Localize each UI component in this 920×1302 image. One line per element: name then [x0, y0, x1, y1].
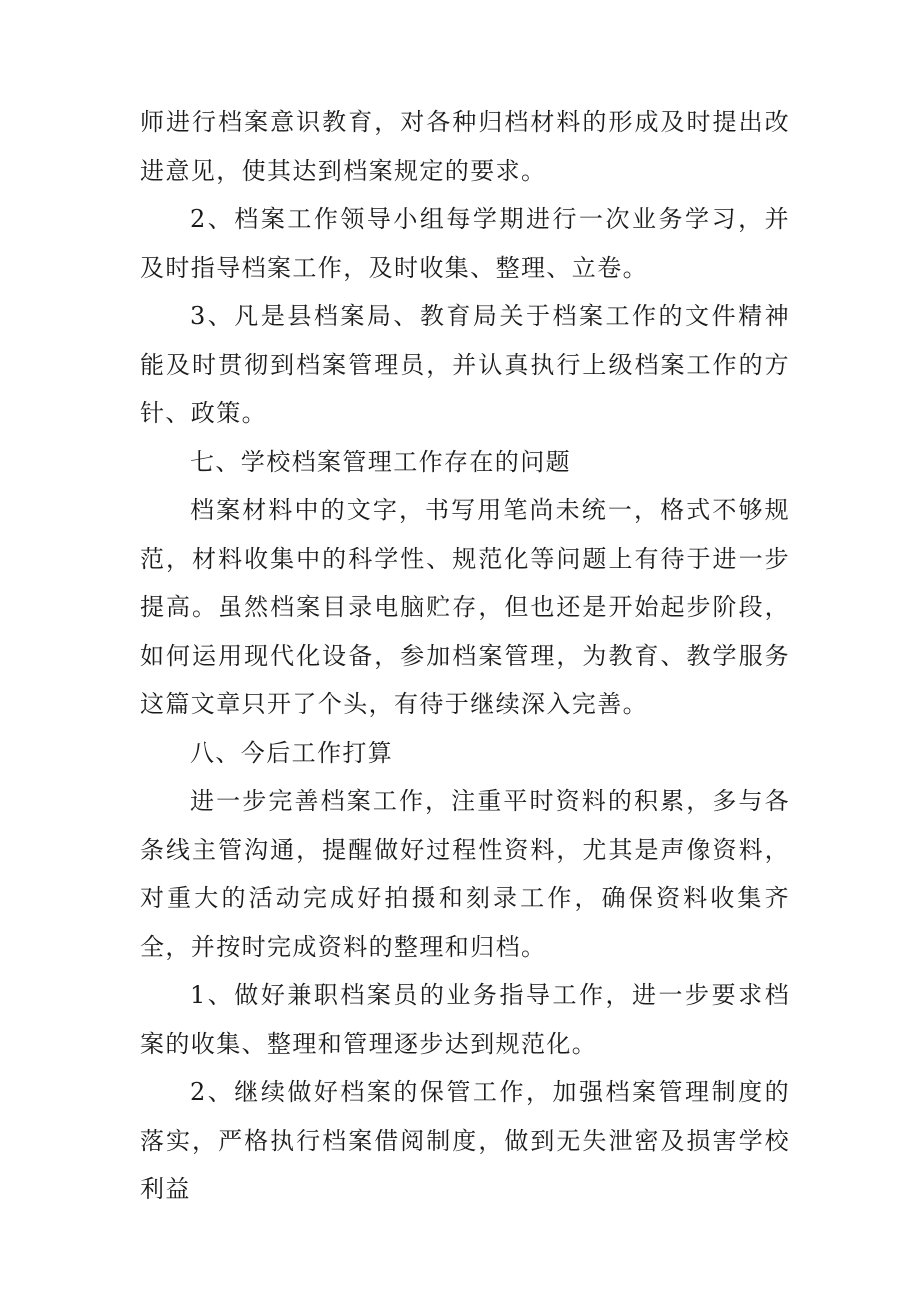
- paragraph-plan-item-1: 1、做好兼职档案员的业务指导工作，进一步要求档案的收集、整理和管理逐步达到规范化。: [140, 981, 790, 1058]
- paragraph-item-2: 2、档案工作领导小组每学期进行一次业务学习，并及时指导档案工作，及时收集、整理、立卷。: [140, 205, 790, 282]
- paragraph-continuation: 师进行档案意识教育，对各种归档材料的形成及时提出改进意见，使其达到档案规定的要求。: [140, 108, 790, 185]
- paragraph-item-3: 3、凡是县档案局、教育局关于档案工作的文件精神能及时贯彻到档案管理员，并认真执行上级档案工作的方针、政策。: [140, 302, 790, 427]
- document-body: [140, 98, 790, 1214]
- section-heading-problems: 七、学校档案管理工作存在的问题: [190, 447, 571, 476]
- section-heading-plans: 八、今后工作打算: [190, 738, 394, 767]
- paragraph-plan-item-2: 2、继续做好档案的保管工作，加强档案管理制度的落实，严格执行档案借阅制度，做到无失泄密及损害学校利益: [140, 1078, 790, 1203]
- paragraph-plans: 进一步完善档案工作，注重平时资料的积累，多与各条线主管沟通，提醒做好过程性资料，尤其是声像资料，对重大的活动完成好拍摄和刻录工作，确保资料收集齐全，并按时完成资料的整理和归档。: [140, 787, 790, 961]
- paragraph-problems: 档案材料中的文字，书写用笔尚未统一，格式不够规范，材料收集中的科学性、规范化等问题上有待于进一步提高。虽然档案目录电脑贮存，但也还是开始起步阶段，如何运用现代化设备，参加档案管理，为教育、教学服务这篇文章只开了个头，有待于继续深入完善。: [140, 496, 790, 718]
